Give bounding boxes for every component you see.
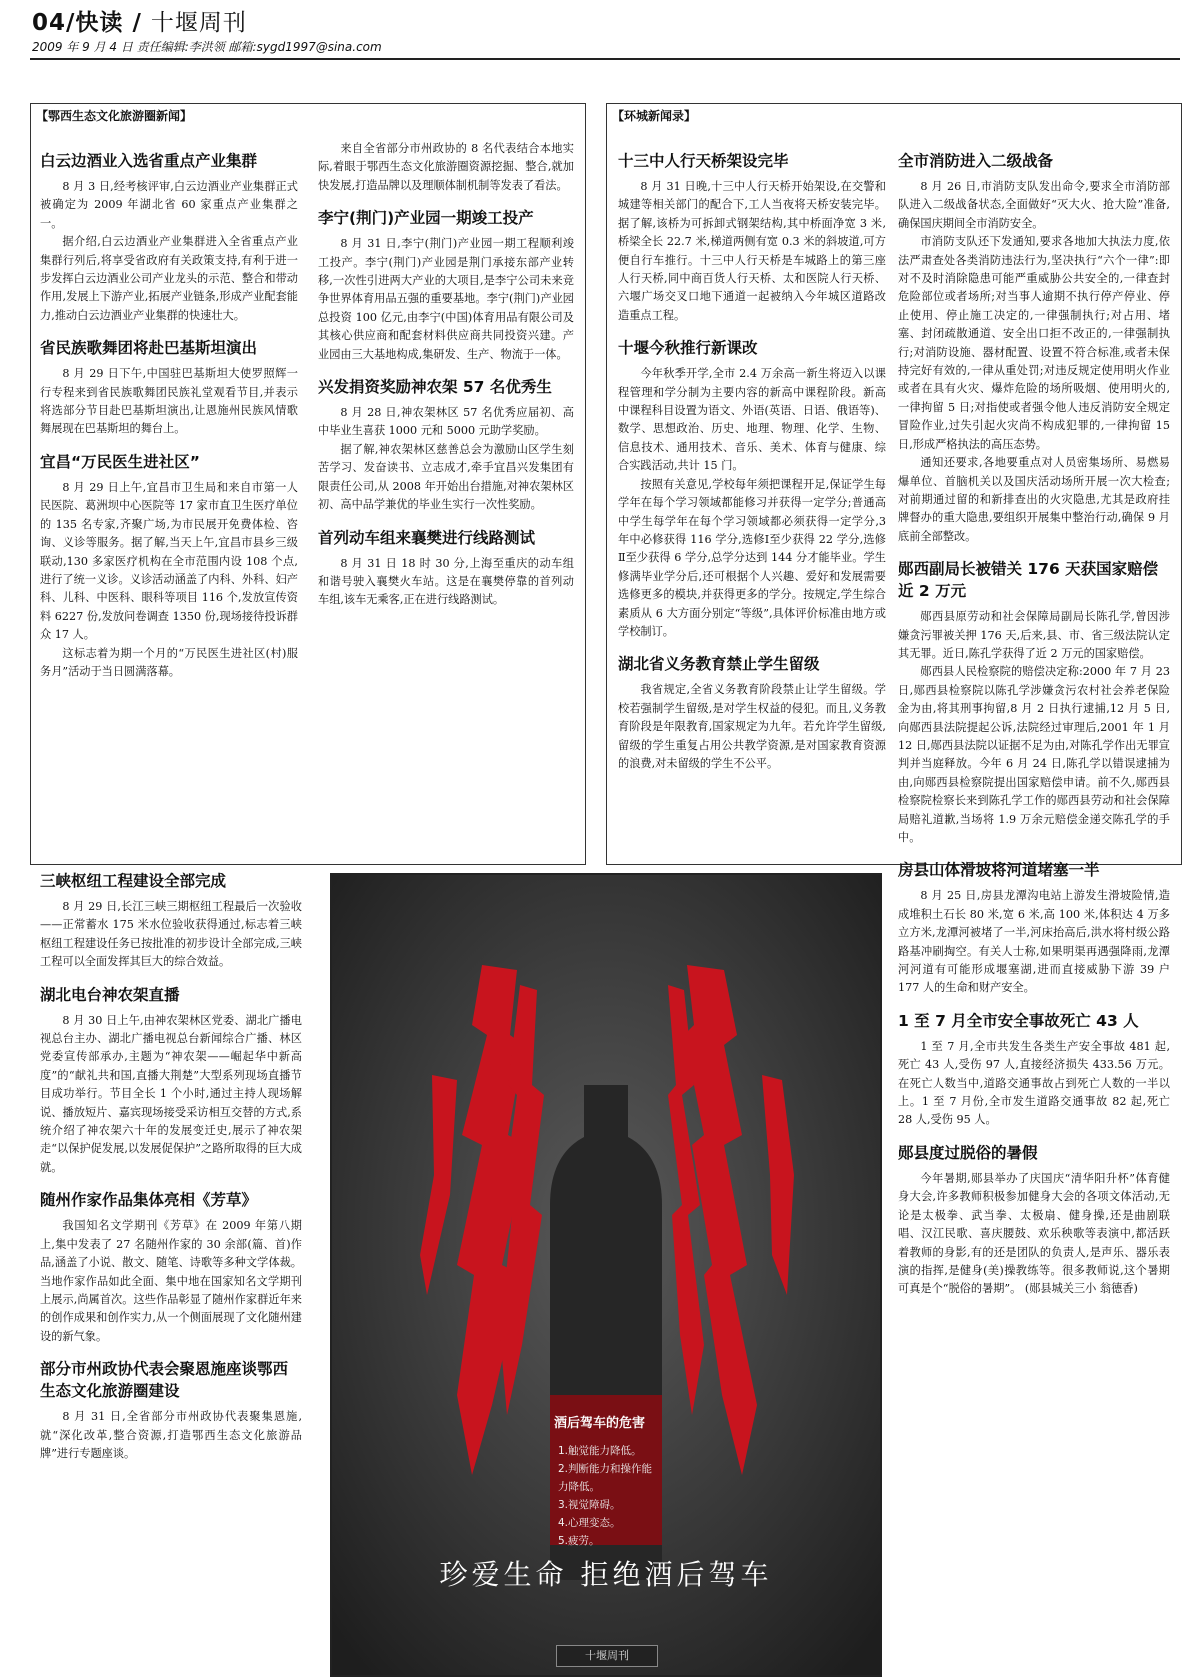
article <box>40 451 298 681</box>
article <box>898 558 1170 847</box>
anti-drunk-driving-poster <box>330 873 882 1677</box>
article-paragraph: 8 月 29 日下午,中国驻巴基斯坦大使罗照辉一行专程来到省民族歌舞团民族礼堂观看节目,并表示将选部分节目赴巴基斯坦演出,让恩施州民族风情歌舞展现在巴基斯坦的舞台上。 <box>40 367 298 436</box>
article-paragraph: 8 月 25 日,房县龙潭沟电站上游发生滑坡险情,造成堆积土石长 80 米,宽 6 米,高 100 米,体积达 4 万多立方米,龙潭河被堵了一半,河床抬高后,洪水将村级公路路基冲刷掏空。有关人士称,如果明渠再遇强降雨,龙潭河河道有可能形成堰塞湖,进而直接威胁下游 39 户 177 人的生命和财产安全。 <box>898 889 1170 995</box>
article-paragraph: 1 至 7 月,全市共发生各类生产安全事故 481 起,死亡 43 人,受伤 97 人,直接经济损失 433.56 万元。在死亡人数当中,道路交通事故占到死亡人数的一半以上。1 至 7 月份,全市发生道路交通事故 82 起,死亡 28 人,受伤 95 人。 <box>898 1039 1170 1127</box>
article-paragraph: 今年暑期,郧县举办了庆国庆“清华阳升杯”体育健身大会,许多教师积极参加健身大会的各项文体活动,无论是太极拳、武当拳、太极扇、健身操,还是曲剧联唱、汉江民歌、喜庆腰鼓、欢乐秧歌等表演中,都活跃着教师的身影,有的还是团队的负责人,是声乐、器乐表演的指挥,是健身(美)操教练等。很多教师说,这个暑期可真是个“脱俗的暑期”。 (郧县城关三小 翁德香) <box>898 1171 1170 1296</box>
article-headline: 1 至 7 月全市安全事故死亡 43 人 <box>898 1011 1139 1030</box>
article-headline: 兴发捐资奖励神农架 57 名优秀生 <box>318 378 552 397</box>
right-column-1 <box>618 150 886 785</box>
article <box>40 337 298 439</box>
article <box>898 859 1170 997</box>
article-paragraph: 我省规定,全省义务教育阶段禁止让学生留级。学校若强制学生留级,是对学生权益的侵犯。而且,义务教育阶段是年限教育,国家规定为九年。若允许学生留级,留级的学生重复占用公共教学资源,是对国家教育资源的浪费,对未留级的学生不公平。 <box>618 683 886 770</box>
article-headline: 李宁(荆门)产业园一期竣工投产 <box>318 209 534 228</box>
article-continued <box>318 140 574 195</box>
article-headline: 省民族歌舞团将赴巴基斯坦演出 <box>40 339 258 358</box>
article-paragraph: 8 月 29 日,长江三峡三期枢纽工程最后一次验收——正常蓄水 175 米水位验收获得通过,标志着三峡枢纽工程建设任务已按批准的初步设计全部完成,三峡工程可以全面发挥其巨大的综合效益。 <box>40 900 302 969</box>
article-paragraph: 郧西县原劳动和社会保障局副局长陈孔学,曾因涉嫌贪污罪被关押 176 天,后来,县、市、省三级法院认定其无罪。近日,陈孔学获得了近 2 万元的国家赔偿。 <box>898 610 1170 660</box>
article-paragraph: 来自全省部分市州政协的 8 名代表结合本地实际,着眼于鄂西生态文化旅游圈资源挖掘、整合,就加快发展,打造品牌以及理顺体制机制等发表了看法。 <box>318 142 574 192</box>
article <box>318 207 574 364</box>
article-headline: 郧西副局长被错关 176 天获国家赔偿近 2 万元 <box>898 560 1159 601</box>
poster-hazard-item: 4.心理变态。 <box>558 1517 621 1529</box>
left-lower-column <box>40 870 302 1475</box>
paper-name: 十堰周刊 <box>150 10 247 36</box>
article-headline: 全市消防进入二级战备 <box>898 152 1054 170</box>
article-paragraph: 8 月 3 日,经考核评审,白云边酒业产业集群正式被确定为 2009 年湖北省 60 家重点产业集群之一。 <box>40 180 298 230</box>
article-headline: 三峡枢纽工程建设全部完成 <box>40 872 227 890</box>
article-headline: 十堰今秋推行新课改 <box>618 339 758 358</box>
article <box>898 150 1170 546</box>
article-paragraph: 通知还要求,各地要重点对人员密集场所、易燃易爆单位、首脑机关以及国庆活动场所开展一次大检查;对前期通过留的和新排查出的火灾隐患,尤其是政府挂牌督办的重大隐患,要组织开展集中整治行动,确保 9 月底前全部整改。 <box>898 456 1170 543</box>
poster-hazard-item: 1.触觉能力降低。 <box>558 1445 642 1457</box>
article-headline: 首列动车组来襄樊进行线路测试 <box>318 528 536 547</box>
article-headline: 部分市州政协代表会聚恩施座谈鄂西生态文化旅游圈建设 <box>40 1360 289 1401</box>
right-section-tag: 【环城新闻录】 <box>612 109 697 123</box>
article-paragraph: 8 月 31 日,李宁(荆门)产业园一期工程顺利竣工投产。李宁(荆门)产业园是荆门承接东部产业转移,一次性引进两大产业的大项目,是李宁公司未来竞争世界体育用品五强的重要基地。李宁(荆门)产业园总投资 100 亿元,由李宁(中国)体育用品有限公司及其核心供应商和配套材料供应商共同投资兴建。产业园由三大基地构成,集研发、生产、物流于一体。 <box>318 237 574 361</box>
dateline: 2009 年 9 月 4 日 责任编辑:李洪领 邮箱:sygd1997@sina.com <box>32 40 382 54</box>
article <box>318 376 574 514</box>
article-paragraph: 市消防支队还下发通知,要求各地加大执法力度,依法严肃查处各类消防违法行为,坚决执行“六个一律”:即对不及时消除隐患可能严重威胁公共安全的,一律查封危险部位或者场所;对当事人逾期不执行停产停业、停止使用、停止施工决定的,一律强制执行;对占用、堵塞、封闭疏散通道、安全出口拒不改正的,一律强制执行;对消防设施、器材配置、设置不符合标准,或者未保持完好有效的,一律从重处罚;对违反规定使用明火作业或者在具有火灾、爆炸危险的场所吸烟、使用明火的,一律拘留 5 日;对指使或者强令他人违反消防安全规定冒险作业,过失引起火灾尚不构成犯罪的,一律拘留 15 日,形成严格执法的高压态势。 <box>898 235 1170 451</box>
masthead <box>32 4 247 37</box>
article-headline: 十三中人行天桥架设完毕 <box>618 152 789 170</box>
article <box>40 870 302 972</box>
article <box>618 337 886 641</box>
article <box>318 527 574 610</box>
article-paragraph: 8 月 31 日,全省部分市州政协代表聚集恩施,就“深化改革,整合资源,打造鄂西生态文化旅游品牌”进行专题座谈。 <box>40 1410 302 1460</box>
left-section-tag: 【鄂西生态文化旅游圈新闻】 <box>36 109 193 123</box>
article <box>898 1010 1170 1130</box>
page-number: 04/ <box>32 10 76 36</box>
poster-logo: 十堰周刊 <box>556 1645 658 1667</box>
poster-slogan: 珍爱生命 拒绝酒后驾车 <box>439 1558 773 1591</box>
article-paragraph: 按照有关意见,学校每年须把课程开足,保证学生每学年在每个学习领域都能修习并获得一定学分;普通高中学生每学年在每个学习领域都必须获得一定学分,3 年中必修获得 116 学分,选修Ⅰ至少获得 22 学分,选修Ⅱ至少获得 6 学分,总学分达到 144 分才能毕业。学生修满毕业学分后,还可根据个人兴趣、爱好和发展需要选修更多的模块,并获得更多的学分。按规定,学生综合素质从 6 大方面分别定“等级”,具体评价标准由地方或学校制订。 <box>618 477 886 638</box>
article-headline: 湖北省义务教育禁止学生留级 <box>618 655 820 674</box>
article-paragraph: 郧西县人民检察院的赔偿决定称:2000 年 7 月 23 日,郧西县检察院以陈孔学涉嫌贪污农村社会养老保险金为由,将其刑事拘留,8 月 2 日执行逮捕,12 月 5 日,向郧西县法院提起公诉,法院经过审理后,2001 年 1 月 12 日,郧西县法院以证据不足为由,对陈孔学作出无罪宣判并当庭释放。今年 6 月 24 日,陈孔学以错误逮捕为由,向郧西县检察院提出国家赔偿申请。前不久,郧西县检察院检察长来到陈孔学工作的郧西县劳动和社会保障局赔礼道歉,当场将 1.9 万余元赔偿金递交陈孔学的手中。 <box>898 665 1170 844</box>
article <box>40 150 298 325</box>
article-paragraph: 8 月 29 日上午,宜昌市卫生局和来自市第一人民医院、葛洲坝中心医院等 17 家市直卫生医疗单位的 135 名专家,齐聚广场,为市民展开免费体检、咨询、义诊等服务。据了解,当天上午,宜昌市县乡三级联动,130 多家医疗机构在全市范围内设 108 个点,进行了统一义诊。义诊活动涵盖了内科、外科、妇产科、儿科、中医科、眼科等项目 116 个,发放宣传资料 6227 份,发放问卷调查 1350 份,现场接待投诉群众 17 人。 <box>40 480 298 642</box>
poster-hazard-item: 3.视觉障碍。 <box>558 1499 621 1511</box>
article-paragraph: 8 月 31 日 18 时 30 分,上海至重庆的动车组和谐号驶入襄樊火车站。这是在襄樊停靠的首列动车组,该车无乘客,正在进行线路测试。 <box>318 556 574 607</box>
article-headline: 郧县度过脱俗的暑假 <box>898 1143 1038 1162</box>
article-paragraph: 8 月 30 日上午,由神农架林区党委、湖北广播电视总台主办、湖北广播电视总台新闻综合广播、林区党委宣传部承办,主题为“神农架——崛起华中新高度”的“献礼共和国,直播大荆楚”大型系列现场直播节目成功举行。节目全长 1 个小时,通过主持人现场解说、播放短片、嘉宾现场接受采访相互交替的方式,系统介绍了神农架六十年的发展变迁史,展示了神农架走“以保护促发展,以发展促保护”之路所取得的巨大成就。 <box>40 1013 302 1174</box>
article-paragraph: 我国知名文学期刊《芳草》在 2009 年第八期上,集中发表了 27 名随州作家的 30 余部(篇、首)作品,涵盖了小说、散文、随笔、诗歌等多种文学体裁。当地作家作品如此全面、集中地在国家知名文学期刊上展示,尚属首次。这些作品彰显了随州作家群近年来的创作成果和创作实力,从一个侧面展现了文化随州建设的新气象。 <box>40 1219 302 1343</box>
section-name: 快读 <box>75 10 124 36</box>
article-paragraph: 据了解,神农架林区慈善总会为激励山区学生刻苦学习、发奋读书、立志成才,牵手宜昌兴发集团有限责任公司,从 2008 年开始出台措施,对神农架林区初、高中品学兼优的毕业生实行一次性奖励。 <box>318 442 574 512</box>
article-paragraph: 今年秋季开学,全市 2.4 万余高一新生将迈入以课程管理和学分制为主要内容的新高中课程阶段。新高中课程科目设置为语文、外语(英语、日语、俄语等)、数学、思想政治、历史、地理、物理、化学、生物、信息技术、通用技术、音乐、美术、体育与健康、综合实践活动,共计 15 门。 <box>618 367 886 473</box>
article <box>40 984 302 1178</box>
article-paragraph: 8 月 28 日,神农架林区 57 名优秀应届初、高中毕业生喜获 1000 元和 5000 元助学奖励。 <box>318 406 574 438</box>
article-paragraph: 这标志着为期一个月的“万民医生进社区(村)服务月”活动于当日圆满落幕。 <box>40 646 298 678</box>
article <box>40 1358 302 1463</box>
article-headline: 白云边酒业入选省重点产业集群 <box>40 152 258 170</box>
header-rule <box>30 58 1180 60</box>
article-paragraph: 8 月 31 日晚,十三中人行天桥开始架设,在交警和城建等相关部门的配合下,工人当夜将天桥安装完毕。据了解,该桥为可拆卸式钢架结构,其中桥面净宽 3 米,桥梁全长 22.7 米,梯道两侧有宽 0.3 米的斜坡道,可方便自行车推行。十三中人行天桥是车城路上的第三座人行天桥,同中商百货人行天桥、太和医院人行天桥、六堰广场交叉口地下通道一起被纳入今年城区道路改造重点工程。 <box>618 180 886 322</box>
poster-hazard-list <box>558 1442 653 1550</box>
right-column-2 <box>898 150 1170 1311</box>
poster-hazard-item: 2.判断能力和操作能力降低。 <box>558 1463 653 1493</box>
article-headline: 随州作家作品集体亮相《芳草》 <box>40 1191 258 1210</box>
article-paragraph: 8 月 26 日,市消防支队发出命令,要求全市消防部队进入二级战备状态,全面做好“灭大火、抢大险”准备,确保国庆期间全市消防安全。 <box>898 180 1170 230</box>
article-paragraph: 据介绍,白云边酒业产业集群进入全省重点产业集群行列后,将享受省政府有关政策支持,有利于进一步发挥白云边酒业公司产业龙头的示范、整合和带动作用,发展上下游产业,拓展产业链条,形成产业配套能力,推动白云边酒业产业集群的快速壮大。 <box>40 235 298 322</box>
left-column-1 <box>40 150 298 693</box>
article <box>898 1142 1170 1299</box>
article-headline: 房县山体滑坡将河道堵塞一半 <box>898 861 1100 880</box>
poster-title: 酒后驾车的危害 <box>554 1416 646 1431</box>
left-column-2 <box>318 140 574 622</box>
article-headline: 湖北电台神农架直播 <box>40 985 180 1004</box>
article <box>618 653 886 773</box>
article-headline: 宜昌“万民医生进社区” <box>40 452 200 471</box>
article <box>40 1189 302 1346</box>
poster-hazard-item: 5.疲劳。 <box>558 1535 600 1547</box>
masthead-separator: / <box>132 10 142 36</box>
article <box>618 150 886 325</box>
